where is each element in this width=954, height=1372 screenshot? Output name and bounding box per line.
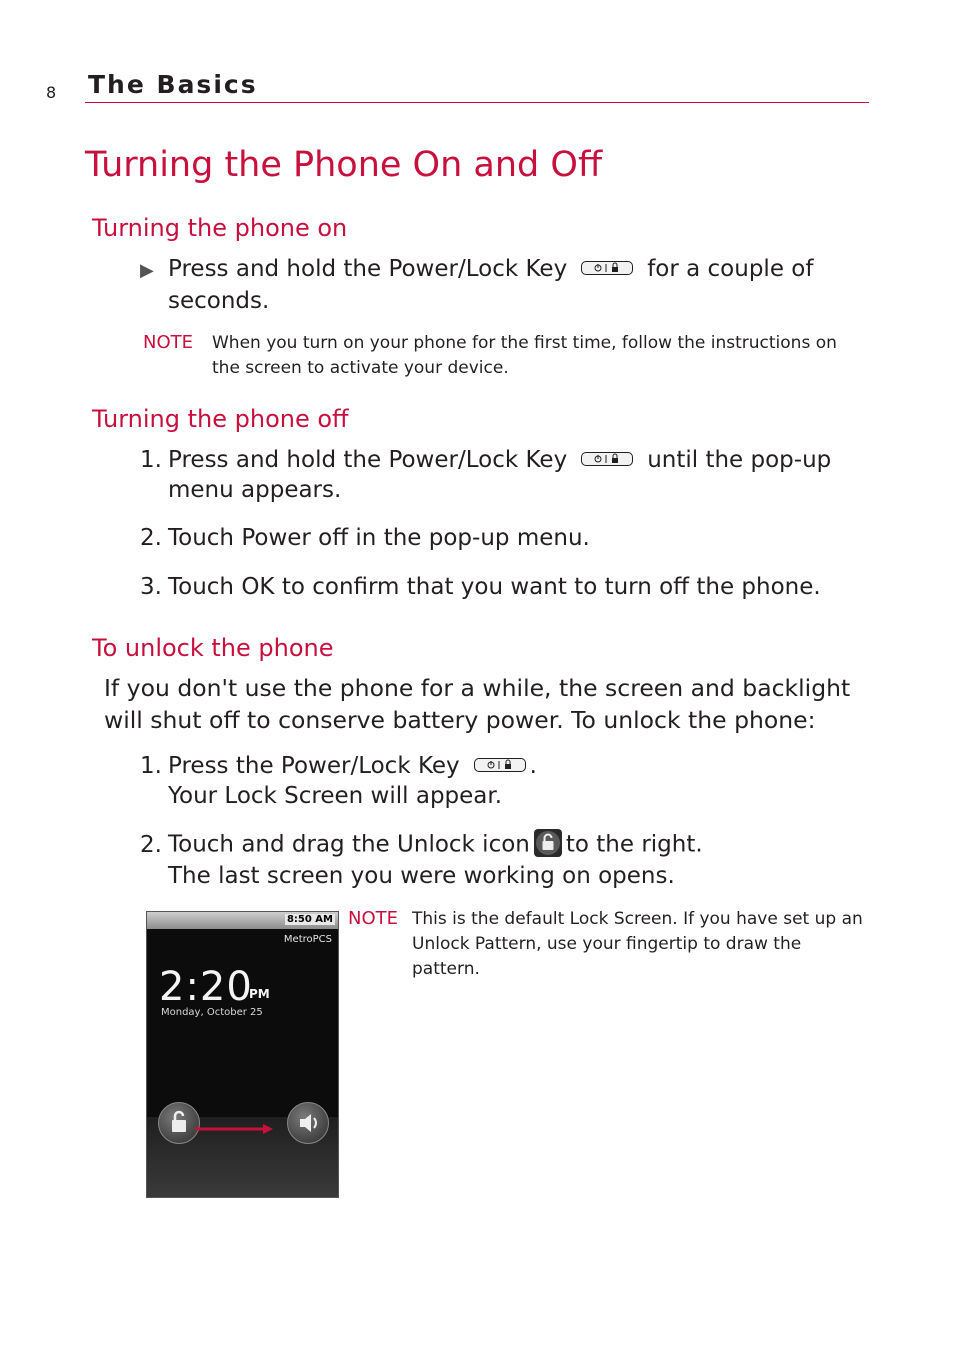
- page-number: 8: [46, 83, 57, 102]
- unlock-step-1: 1. Press the Power/Lock Key . Your Lock Screen will appear.: [140, 753, 537, 809]
- lock-screen-image: [146, 911, 339, 1198]
- status-bar: [147, 912, 338, 929]
- lock-clock: 2:20: [159, 964, 253, 1010]
- header-rule: [85, 102, 869, 103]
- ok-label: OK: [241, 574, 275, 600]
- off-step-2: 2. Touch Power off in the pop-up menu.: [140, 525, 590, 551]
- power-lock-key-label: Power/Lock Key: [388, 256, 568, 282]
- lock-date: Monday, October 25: [161, 1007, 263, 1018]
- off-step-1: 1. Press and hold the Power/Lock Key until the pop-up menu appears.: [140, 447, 832, 503]
- carrier-label: MetroPCS: [283, 934, 332, 945]
- page-title: Turning the Phone On and Off: [85, 145, 603, 185]
- power-off-label: Power off: [241, 525, 349, 551]
- unlock-label: Unlock: [397, 831, 475, 858]
- note-label-2: NOTE: [348, 908, 399, 929]
- on-bullet: ▶ Press and hold the Power/Lock Key for a couple of seconds.: [140, 256, 814, 314]
- heading-phone-off: Turning the phone off: [92, 405, 349, 433]
- sound-tab-icon: [287, 1102, 329, 1144]
- power-lock-key-label: Power/Lock Key: [388, 447, 568, 473]
- note-text: When you turn on your phone for the first time, follow the instructions on the screen to activate your device.: [212, 333, 837, 378]
- unlock-intro: If you don't use the phone for a while, the screen and backlight will shut off to conserve battery power. To unlock the phone:: [104, 674, 851, 734]
- power-lock-key-label: Power/Lock Key: [280, 753, 460, 779]
- triangle-right-icon: ▶: [140, 260, 154, 281]
- heading-phone-on: Turning the phone on: [92, 214, 348, 242]
- power-lock-key-icon: [581, 261, 633, 275]
- section-title: The Basics: [88, 70, 258, 99]
- drag-arrow-icon: [195, 1124, 275, 1134]
- note-text-2: This is the default Lock Screen. If you have set up an Unlock Pattern, use your fingertip to draw the pattern.: [412, 909, 863, 979]
- unlock-tab-icon: [158, 1102, 200, 1144]
- power-lock-key-icon: [474, 758, 526, 772]
- lock-ampm: PM: [249, 987, 270, 1001]
- off-step-3: 3. Touch OK to confirm that you want to turn off the phone.: [140, 574, 821, 600]
- unlock-step-2: 2. Touch and drag the Unlock icon to the right. The last screen you were working on opens.: [140, 829, 860, 891]
- heading-unlock: To unlock the phone: [92, 634, 334, 662]
- status-time: 8:50 AM: [286, 914, 333, 925]
- note-label: NOTE: [143, 332, 194, 353]
- power-lock-key-icon: [581, 452, 633, 466]
- padlock-icon: [534, 829, 562, 857]
